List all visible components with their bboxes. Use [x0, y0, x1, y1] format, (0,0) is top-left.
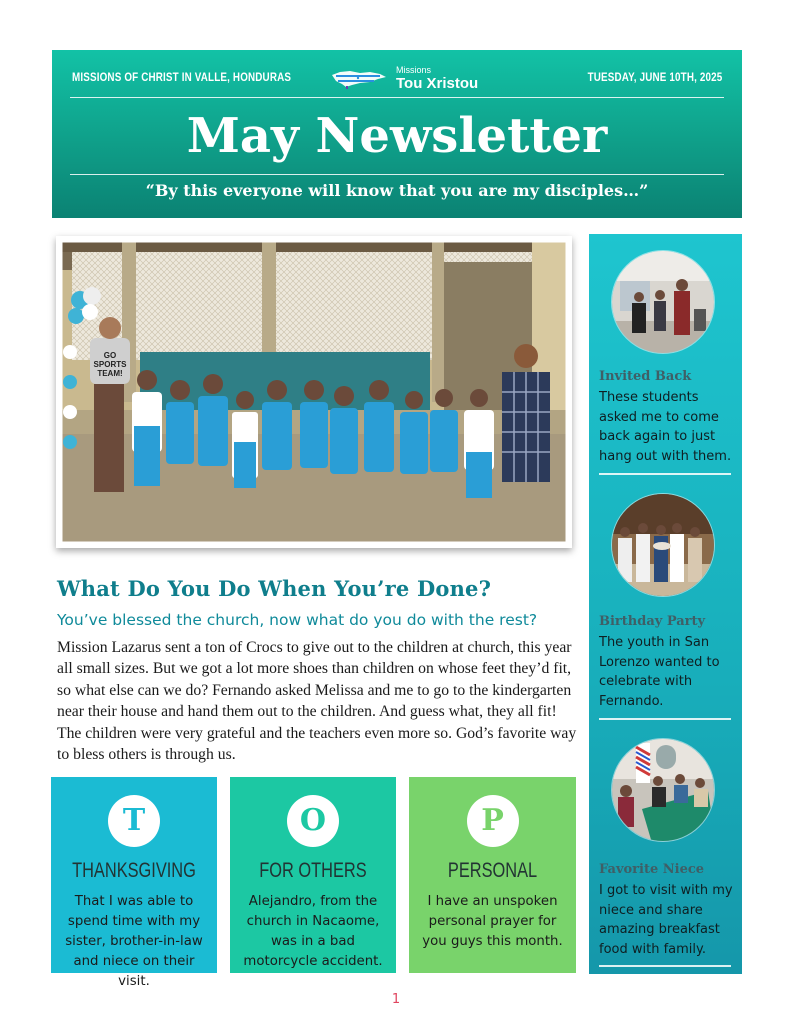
header-divider-top: [70, 97, 724, 98]
letter-circle-t: T: [108, 795, 160, 847]
logo-big-text: Tou Xristou: [396, 75, 479, 92]
article-subtitle: You’ve blessed the church, now what do you do with the rest?: [57, 611, 538, 629]
sidebar-title: Favorite Niece: [599, 862, 705, 877]
sidebar-divider: [599, 718, 731, 720]
letter-circle-p: P: [467, 795, 519, 847]
logo: [330, 64, 490, 94]
newsletter-header: [52, 50, 742, 218]
birthday-group-photo: [612, 494, 715, 597]
header-divider-bottom: [70, 174, 724, 175]
logo-small-text: Missions: [396, 65, 432, 75]
sidebar-photo-favorite-niece: [611, 738, 715, 842]
prayer-box-for-others: [230, 777, 396, 973]
svg-text:SPORTS: SPORTS: [93, 360, 127, 369]
prayer-label: PERSONAL: [447, 859, 538, 882]
honduras-map-icon: [330, 67, 388, 89]
sidebar-text: These students asked me to come back again to just hang out with them.: [599, 390, 732, 464]
sidebar-divider: [599, 473, 731, 475]
article-title: What Do You Do When You’re Done?: [57, 576, 492, 601]
prayer-text: That I was able to spend time with my sister, brother-in-law and niece on their visit.: [65, 894, 203, 989]
family-breakfast-photo: [612, 739, 715, 842]
scripture-quote: “By this everyone will know that you are my disciples…”: [145, 181, 649, 200]
page-number: 1: [391, 992, 401, 1007]
main-photo-frame: [56, 236, 572, 548]
sidebar-text: The youth in San Lorenzo wanted to celebrate with Fernando.: [599, 635, 720, 709]
svg-text:TEAM!: TEAM!: [97, 369, 123, 378]
prayer-text: I have an unspoken personal prayer for you guys this month.: [422, 894, 563, 949]
prayer-label: FOR OTHERS: [259, 859, 367, 882]
sidebar-title: Birthday Party: [599, 614, 706, 629]
article-body: Mission Lazarus sent a ton of Crocs to give out to the children at church, this year all small sizes. But we got a lot more shoes than children on whose feet they’d fit, so what else can we do? Fernando asked Melissa and me to go to the kindergarten near their house and hand them out to the children. And guess what, they all fit! The children were very grateful and the teachers even more so. God’s favorite way to bless others is through us.: [57, 639, 577, 764]
students-room-photo: [612, 251, 715, 354]
letter-circle-o: O: [287, 795, 339, 847]
prayer-box-thanksgiving: [51, 777, 217, 989]
prayer-label: THANKSGIVING: [72, 859, 196, 882]
kindergarten-group-photo: [62, 242, 566, 542]
sidebar-text: I got to visit with my niece and share amazing breakfast food with family.: [599, 883, 733, 957]
newsletter-title: May Newsletter: [186, 108, 608, 164]
organization-name: MISSIONS OF CHRIST IN VALLE, HONDURAS: [72, 70, 292, 84]
sidebar-photo-birthday-party: [611, 493, 715, 597]
prayer-box-personal: [409, 777, 576, 973]
sidebar: [589, 234, 742, 974]
sidebar-photo-invited-back: [611, 250, 715, 354]
newsletter-date: TUESDAY, JUNE 10TH, 2025: [587, 70, 722, 84]
prayer-text: Alejandro, from the church in Nacaome, was in a bad motorcycle accident.: [243, 894, 383, 969]
sidebar-divider: [599, 965, 731, 967]
sidebar-title: Invited Back: [599, 369, 692, 384]
svg-text:GO: GO: [103, 351, 117, 360]
